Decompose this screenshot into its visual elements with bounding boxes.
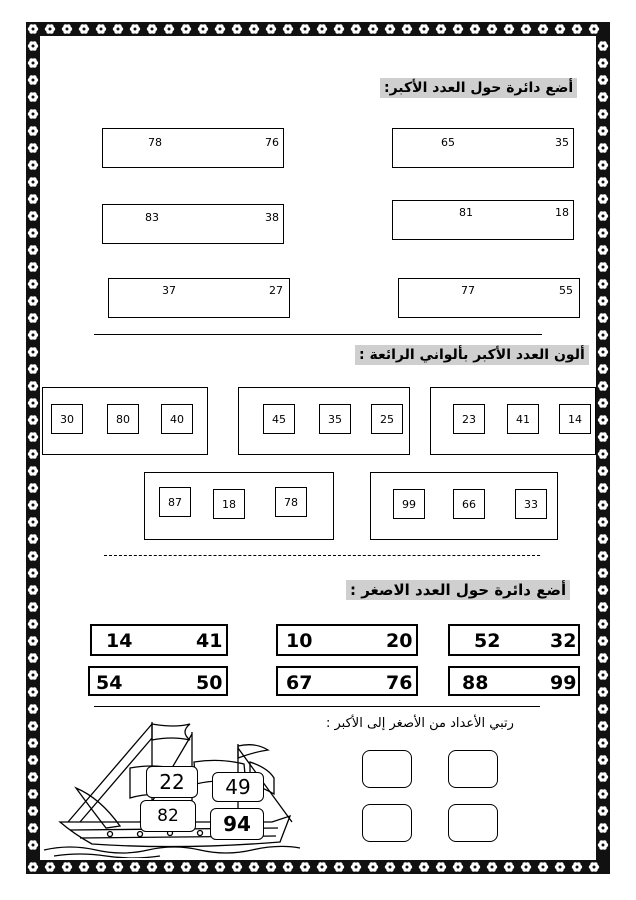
divider	[94, 706, 540, 707]
pair-left-number[interactable]: 67	[286, 672, 313, 694]
pair-right-number[interactable]: 32	[550, 630, 577, 652]
pair-left-number[interactable]: 77	[461, 284, 475, 297]
pair-left-number[interactable]: 10	[286, 630, 313, 652]
section1-title: أضع دائرة حول العدد الأكبر:	[380, 78, 577, 98]
compare-box	[392, 128, 574, 168]
answer-box[interactable]	[448, 804, 498, 842]
pair-left-number[interactable]: 37	[162, 284, 176, 297]
pair-left-number[interactable]: 14	[106, 630, 133, 652]
number-group	[144, 472, 334, 540]
ship-number-box[interactable]: 82	[140, 800, 196, 832]
number-group	[238, 387, 410, 455]
compare-box-large	[276, 624, 418, 656]
pair-right-number[interactable]: 18	[555, 206, 569, 219]
pair-left-number[interactable]: 65	[441, 136, 455, 149]
number-square[interactable]: 25	[371, 404, 403, 434]
compare-box	[398, 278, 580, 318]
answer-box[interactable]	[362, 804, 412, 842]
pair-left-number[interactable]: 54	[96, 672, 123, 694]
pair-right-number[interactable]: 20	[386, 630, 413, 652]
pair-right-number[interactable]: 55	[559, 284, 573, 297]
pair-left-number[interactable]: 88	[462, 672, 489, 694]
pair-left-number[interactable]: 83	[145, 211, 159, 224]
number-square[interactable]: 40	[161, 404, 193, 434]
number-square[interactable]: 99	[393, 489, 425, 519]
number-square[interactable]: 80	[107, 404, 139, 434]
compare-box-large	[448, 624, 580, 656]
number-square[interactable]: 33	[515, 489, 547, 519]
number-square[interactable]: 41	[507, 404, 539, 434]
answer-box[interactable]	[448, 750, 498, 788]
number-square[interactable]: 78	[275, 487, 307, 517]
ship-number-box[interactable]: 49	[212, 772, 264, 802]
pair-right-number[interactable]: 76	[265, 136, 279, 149]
number-square[interactable]: 14	[559, 404, 591, 434]
pair-right-number[interactable]: 76	[386, 672, 413, 694]
number-square[interactable]: 30	[51, 404, 83, 434]
pair-right-number[interactable]: 35	[555, 136, 569, 149]
number-group	[42, 387, 208, 455]
compare-box	[392, 200, 574, 240]
number-square[interactable]: 66	[453, 489, 485, 519]
pair-right-number[interactable]: 38	[265, 211, 279, 224]
answer-box[interactable]	[362, 750, 412, 788]
number-square[interactable]: 45	[263, 404, 295, 434]
compare-box	[102, 128, 284, 168]
number-square[interactable]: 18	[213, 489, 245, 519]
compare-box	[108, 278, 290, 318]
pair-left-number[interactable]: 78	[148, 136, 162, 149]
divider	[94, 334, 542, 335]
pair-right-number[interactable]: 50	[196, 672, 223, 694]
compare-box-large	[90, 624, 228, 656]
pair-right-number[interactable]: 41	[196, 630, 223, 652]
section2-title: ألون العدد الأكبر بألواني الرائعة :	[355, 345, 589, 365]
section4-title: رتبي الأعداد من الأصغر إلى الأكبر :	[326, 716, 514, 731]
pair-right-number[interactable]: 27	[269, 284, 283, 297]
number-group	[370, 472, 558, 540]
pair-right-number[interactable]: 99	[550, 672, 577, 694]
number-square[interactable]: 23	[453, 404, 485, 434]
number-group	[430, 387, 596, 455]
compare-box-large	[88, 666, 228, 696]
number-square[interactable]: 87	[159, 487, 191, 517]
dashed-divider	[104, 555, 540, 556]
compare-box-large	[276, 666, 418, 696]
compare-box	[102, 204, 284, 244]
ship-number-box[interactable]: 94	[210, 808, 264, 840]
pair-left-number[interactable]: 52	[474, 630, 501, 652]
compare-box-large	[448, 666, 580, 696]
number-square[interactable]: 35	[319, 404, 351, 434]
section3-title: أضع دائرة حول العدد الاصغر :	[346, 580, 570, 600]
pair-left-number[interactable]: 81	[459, 206, 473, 219]
ship-number-box[interactable]: 22	[146, 766, 198, 798]
